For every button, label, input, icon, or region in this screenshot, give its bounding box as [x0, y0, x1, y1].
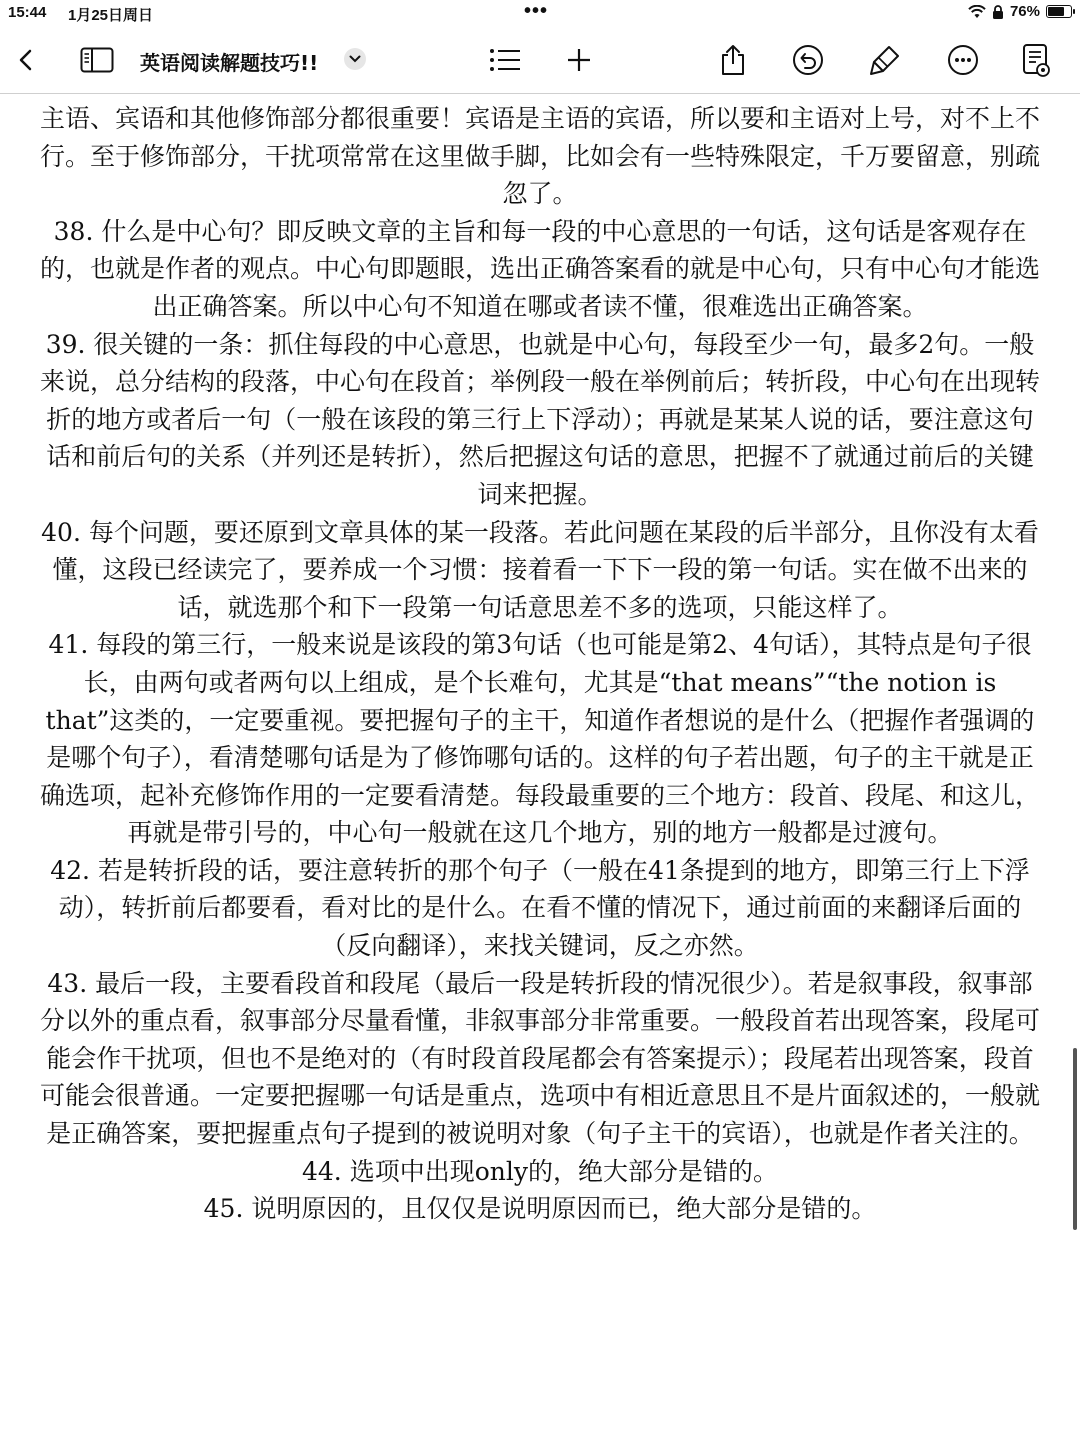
document-title[interactable]: 英语阅读解题技巧!!: [140, 51, 319, 75]
undo-icon: [792, 44, 824, 76]
paragraph: 40. 每个问题，要还原到文章具体的某一段落。若此问题在某段的后半部分，且你没有太看懂，这段已经读完了，要养成一个习惯：接着看一下下一段的第一句话。实在做不出来的话，就选那个和下一段第一句话意思差不多的选项，只能这样了。: [41, 517, 1039, 622]
share-icon: [719, 44, 747, 76]
paragraph: 39. 很关键的一条：抓住每段的中心意思，也就是中心句，每段至少一句，最多2句。一般来说，总分结构的段落，中心句在段首；举例段一般在举例前后；转折段，中心句在出现转折的地方或者后一句（一般在该段的第三行上下浮动）；再就是某某人说的话，要注意这句话和前后句的关系（并列还是转折），然后把握这句话的意思，把握不了就通过前后的关键词来把握。: [40, 329, 1041, 509]
paragraph: 38. 什么是中心句？即反映文章的主旨和每一段的中心意思的一句话，这句话是客观存在的，也就是作者的观点。中心句即题眼，选出正确答案看的就是中心句，只有中心句才能选出正确答案。所以中心句不知道在哪或者读不懂，很难选出正确答案。: [40, 216, 1041, 321]
title-menu-button[interactable]: [344, 48, 366, 70]
add-button[interactable]: [557, 38, 601, 82]
share-button[interactable]: [711, 38, 755, 82]
more-icon: [947, 44, 979, 76]
reader-mode-button[interactable]: [1014, 38, 1058, 82]
status-right: [968, 3, 1072, 20]
paragraph: 43. 最后一段，主要看段首和段尾（最后一段是转折段的情况很少）。若是叙事段，叙事部分以外的重点看，叙事部分尽量看懂，非叙事部分非常重要。一般段首若出现答案，段尾可能会作干扰项，但也不是绝对的（有时段首段尾都会有答案提示）；段尾若出现答案，段首可能会很普通。一定要把握哪一句话是重点，选项中有相近意思且不是片面叙述的，一般就是正确答案，要把握重点句子提到的被说明对象（句子主干的宾语），也就是作者关注的。: [40, 968, 1041, 1149]
scroll-indicator[interactable]: [1073, 1048, 1077, 1230]
reader-icon: [1022, 43, 1050, 77]
status-time: 15:44: [8, 4, 47, 21]
sidebar-button[interactable]: [75, 38, 119, 82]
paragraph: 45. 说明原因的，且仅仅是说明原因而已，绝大部分是错的。: [203, 1194, 877, 1224]
status-date: 1月25日周日: [68, 7, 154, 24]
plus-icon: [566, 47, 592, 73]
list-icon: [489, 48, 521, 72]
document-page[interactable]: [40, 100, 1040, 1228]
sidebar-icon: [80, 47, 114, 73]
battery-icon: [1046, 5, 1072, 18]
multitasking-dots[interactable]: •••: [524, 0, 549, 22]
back-button[interactable]: [4, 38, 48, 82]
pen-icon: [869, 44, 901, 76]
document-toolbar: [0, 28, 1080, 94]
undo-button[interactable]: [786, 38, 830, 82]
markup-button[interactable]: [863, 38, 907, 82]
back-icon: [14, 48, 38, 72]
status-bar: [0, 0, 1080, 28]
battery-level: [1048, 7, 1064, 16]
lock-rotation-icon: [992, 5, 1004, 19]
paragraph: 主语、宾语和其他修饰部分都很重要！宾语是主语的宾语，所以要和主语对上号，对不上不行。至于修饰部分，干扰项常常在这里做手脚，比如会有一些特殊限定，千万要留意，别疏忽了。: [40, 104, 1041, 209]
outline-button[interactable]: [483, 38, 527, 82]
wifi-icon: [968, 5, 986, 19]
chevron-down-icon: [349, 55, 361, 63]
paragraph: 41. 每段的第三行，一般来说是该段的第3句话（也可能是第2、4句话），其特点是句子很长，由两句或者两句以上组成，是个长难句，尤其是“that means”“the notion is that”这类的，一定要重视。要把握句子的主干，知道作者想说的是什么（把握作者强调的是哪个句子），看清楚哪句话是为了修饰哪句话的。这样的句子若出题，句子的主干就是正确选项，起补充修饰作用的一定要看清楚。每段最重要的三个地方：段首、段尾、和这儿，再就是带引号的，中心句一般就在这几个地方，别的地方一般都是过渡句。: [40, 630, 1041, 848]
battery-percent: 76%: [1009, 3, 1040, 20]
paragraph: 44. 选项中出现only的，绝大部分是错的。: [302, 1156, 778, 1186]
paragraph: 42. 若是转折段的话，要注意转折的那个句子（一般在41条提到的地方，即第三行上下浮动），转折前后都要看，看对比的是什么。在看不懂的情况下，通过前面的来翻译后面的（反向翻译），来找关键词，反之亦然。: [50, 855, 1030, 961]
more-button[interactable]: [941, 38, 985, 82]
